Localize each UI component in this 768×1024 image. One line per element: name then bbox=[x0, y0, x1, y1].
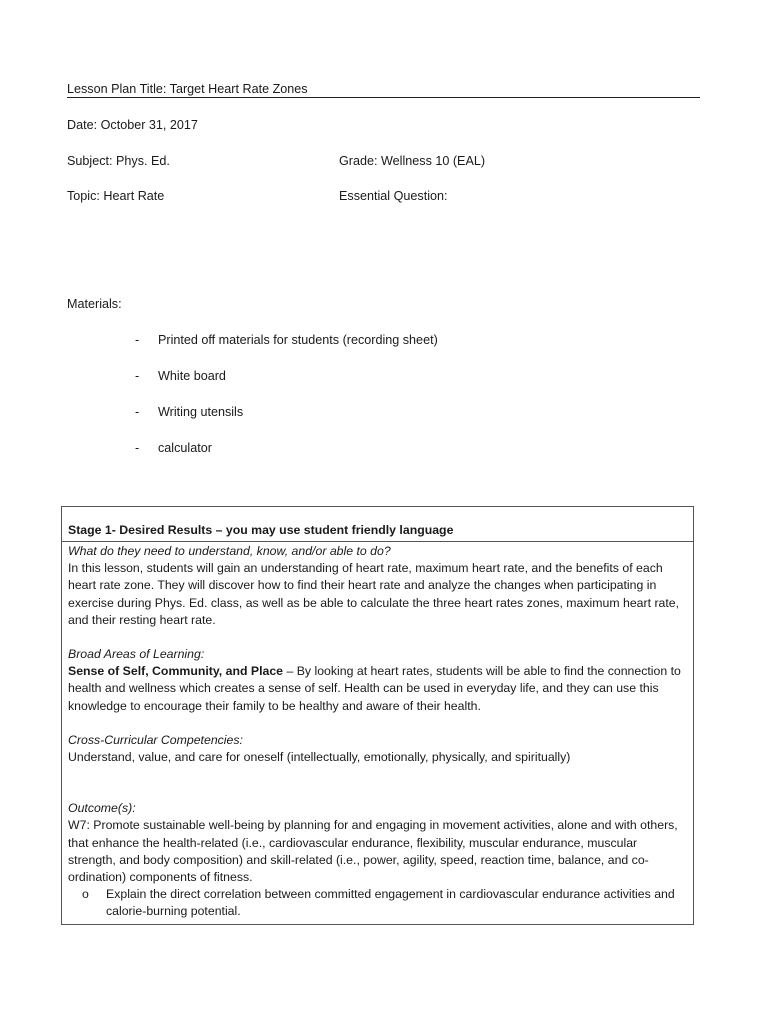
lesson-plan-title bbox=[67, 82, 700, 98]
materials-label: Materials: bbox=[67, 297, 122, 311]
broad-areas-paragraph bbox=[68, 663, 688, 715]
broad-areas-text: – By looking at heart rates, students will be able to find the connection to health and wellness which creates a sense of self. Health can be used in everyday life, and they can use this knowledge to encourage their family to be healthy and aware of their health. bbox=[68, 664, 681, 713]
broad-areas-title: Sense of Self, Community, and Place bbox=[68, 664, 284, 679]
stage1-body bbox=[68, 543, 688, 921]
broad-areas-label: Broad Areas of Learning: bbox=[68, 647, 205, 662]
outcome-sub-bullet-text: Explain the direct correlation between committed engagement in cardiovascular endurance activities and calorie-burning potential. bbox=[106, 887, 675, 919]
stage1-header bbox=[62, 507, 693, 542]
materials-item-text: calculator bbox=[158, 441, 212, 455]
date-field: Date: October 31, 2017 bbox=[67, 118, 198, 132]
topic-field: Topic: Heart Rate bbox=[67, 189, 165, 203]
circle-bullet-icon: o bbox=[82, 887, 89, 902]
ccc-label: Cross-Curricular Competencies: bbox=[68, 732, 243, 747]
stage1-table bbox=[61, 506, 694, 925]
grade-field: Grade: Wellness 10 (EAL) bbox=[339, 154, 486, 168]
outcome-sub-bullet bbox=[68, 886, 688, 920]
bullet-dash: - bbox=[135, 333, 140, 347]
understand-question: What do they need to understand, know, and/or able to do? bbox=[68, 544, 391, 558]
lesson-plan-title-text: Lesson Plan Title: Target Heart Rate Zones bbox=[67, 82, 308, 96]
materials-item-text: Printed off materials for students (recording sheet) bbox=[158, 333, 438, 347]
ccc-text: Understand, value, and care for oneself (intellectually, emotionally, physically, and spiritually) bbox=[68, 750, 571, 765]
subject-field: Subject: Phys. Ed. bbox=[67, 154, 170, 168]
bullet-dash: - bbox=[135, 369, 140, 383]
bullet-dash: - bbox=[135, 405, 140, 419]
essential-question-field: Essential Question: bbox=[339, 189, 448, 203]
lesson-description: In this lesson, students will gain an understanding of heart rate, maximum heart rate, and the benefits of each heart rate zone. They will discover how to find their heart rate and analyze the changes when participating in exercise during Phys. Ed. class, as well as be able to calculate the three heart rates zones, maximum heart rate, and their resting heart rate. bbox=[68, 561, 680, 627]
outcomes-label: Outcome(s): bbox=[68, 801, 136, 816]
outcome-w7: W7: Promote sustainable well-being by planning for and engaging in movement activities, alone and with others, that enhance the health-related (i.e., cardiovascular endurance, flexibility, muscular endurance, muscular strength, and body composition) and skill-related (i.e., power, agility, speed, reaction time, balance, and co-ordination) components of fitness. bbox=[68, 818, 678, 885]
bullet-dash: - bbox=[135, 441, 140, 455]
stage1-header-text: Stage 1- Desired Results – you may use student friendly language bbox=[68, 523, 454, 537]
materials-item-text: White board bbox=[158, 369, 226, 383]
materials-item-text: Writing utensils bbox=[158, 405, 244, 419]
